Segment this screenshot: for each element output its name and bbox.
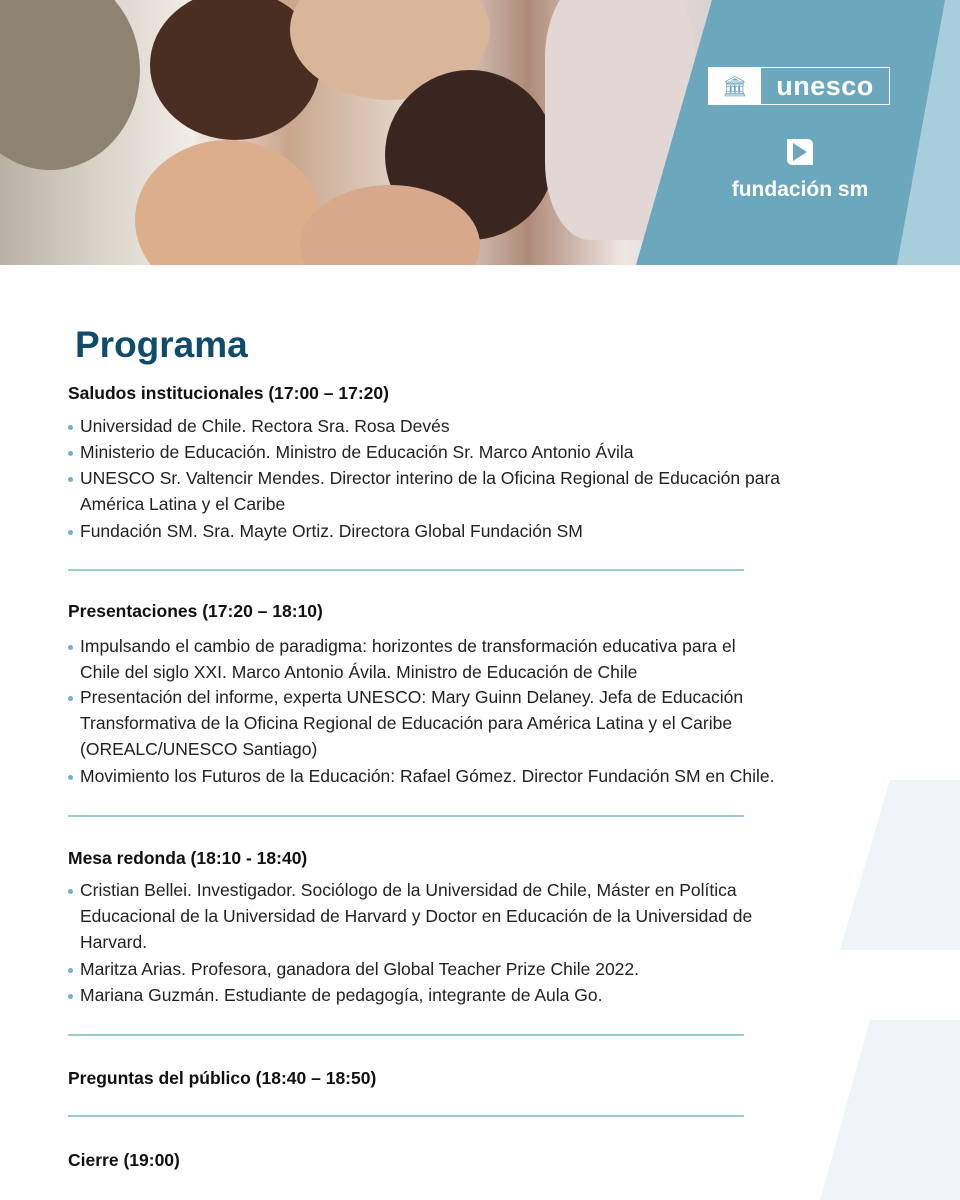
list-item: Ministerio de Educación. Ministro de Educación Sr. Marco Antonio Ávila xyxy=(68,439,633,465)
page-title: Programa xyxy=(75,324,248,365)
list-item: Movimiento los Futuros de la Educación: Rafael Gómez. Director Fundación SM en Chile. xyxy=(68,763,774,789)
list-item: UNESCO Sr. Valtencir Mendes. Director interino de la Oficina Regional de Educación para América Latina y el Caribe xyxy=(68,465,780,517)
list-item: Presentación del informe, experta UNESCO: Mary Guinn Delaney. Jefa de Educación Transformativa de la Oficina Regional de Educación para América Latina y el Caribe (OREALC/UNESCO Santiago) xyxy=(68,684,743,762)
section-heading-saludos: Saludos institucionales (17:00 – 17:20) xyxy=(68,383,389,403)
unesco-logo: 🏛 unesco xyxy=(708,67,890,105)
divider xyxy=(68,1034,744,1036)
fundacion-sm-logo: fundación sm xyxy=(730,135,870,202)
section-heading-presentaciones: Presentaciones (17:20 – 18:10) xyxy=(68,601,323,621)
section-heading-cierre: Cierre (19:00) xyxy=(68,1150,180,1170)
bullet-icon xyxy=(68,477,73,482)
bullet-icon xyxy=(68,968,73,973)
unesco-temple-icon: 🏛 xyxy=(709,68,761,104)
list-item: Mariana Guzmán. Estudiante de pedagogía, integrante de Aula Go. xyxy=(68,982,602,1008)
bullet-icon xyxy=(68,994,73,999)
brand-panel xyxy=(0,0,960,265)
list-item: Fundación SM. Sra. Mayte Ortiz. Directora Global Fundación SM xyxy=(68,518,583,544)
list-item: Maritza Arias. Profesora, ganadora del Global Teacher Prize Chile 2022. xyxy=(68,956,639,982)
bullet-icon xyxy=(68,530,73,535)
bullet-icon xyxy=(68,645,73,650)
divider xyxy=(68,569,744,571)
bullet-icon xyxy=(68,775,73,780)
list-item: Cristian Bellei. Investigador. Sociólogo de la Universidad de Chile, Máster en Política Educacional de la Universidad de Harvard y Doctor en Educación de la Universidad de Harvard. xyxy=(68,877,752,955)
section-heading-preguntas: Preguntas del público (18:40 – 18:50) xyxy=(68,1068,377,1088)
bullet-icon xyxy=(68,425,73,430)
fundacion-sm-mark-icon xyxy=(783,135,817,169)
bullet-icon xyxy=(68,889,73,894)
divider xyxy=(68,1115,744,1117)
section-heading-mesa-redonda: Mesa redonda (18:10 - 18:40) xyxy=(68,848,308,868)
bullet-icon xyxy=(68,696,73,701)
list-item: Impulsando el cambio de paradigma: horizontes de transformación educativa para el Chile del siglo XXI. Marco Antonio Ávila. Ministro de Educación de Chile xyxy=(68,633,736,685)
bullet-icon xyxy=(68,451,73,456)
list-item: Universidad de Chile. Rectora Sra. Rosa Devés xyxy=(68,413,450,439)
divider xyxy=(68,815,744,817)
decorative-shapes xyxy=(810,640,960,1200)
header-banner xyxy=(0,0,960,265)
